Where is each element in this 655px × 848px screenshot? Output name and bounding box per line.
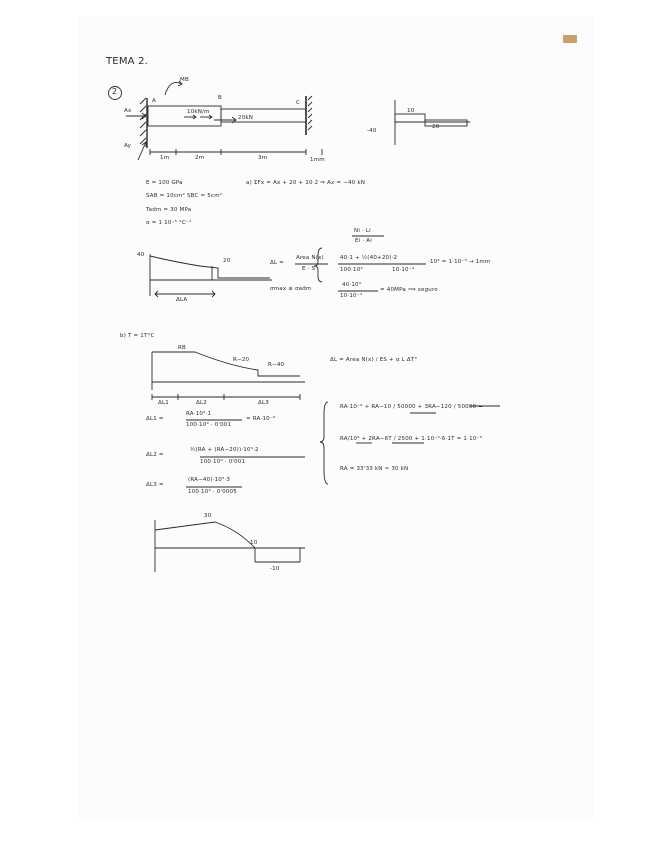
dl1-num: RA·10³·1 xyxy=(186,411,212,417)
dl2-den: 100·10⁹ · 0'001 xyxy=(200,459,246,465)
label-r20: R−20 xyxy=(233,357,250,363)
problem-number: 2 xyxy=(112,87,118,96)
dl-result: ·10³ = 1·10⁻³ → 1mm xyxy=(428,259,491,265)
dl3-lhs: ΔL3 = xyxy=(146,482,164,488)
rb-label: RB xyxy=(178,345,186,351)
dl1-den: 100·10⁹ · 0'001 xyxy=(186,422,232,428)
dl2-lhs: ΔL2 = xyxy=(146,452,164,458)
dl-lhs: ΔL = xyxy=(270,260,284,266)
label-r40: R−40 xyxy=(268,362,285,368)
dim-2: 2m xyxy=(195,155,205,161)
sigma-result: = 40MPa ⟹ seguro xyxy=(380,287,438,293)
dl3-den: 100·10⁹ · 0'0005 xyxy=(188,489,237,495)
seg-dl3: ΔL3 xyxy=(258,400,269,406)
diagram-a-right: 20 xyxy=(223,258,231,264)
n-fraction-den: Ei · Ai xyxy=(355,238,372,244)
final-diagram-top: 30 xyxy=(204,513,212,519)
point-a-label: A xyxy=(152,98,156,104)
dl1-res: = RA·10⁻⁶ xyxy=(246,416,276,422)
diagram-a-left: 40 xyxy=(137,252,145,258)
given-s: SAB = 10cm² SBC = 5cm² xyxy=(146,193,223,199)
system-eq-1: RA·10⁻⁶ + RA−10 / 50000 + 3RA−120 / 50000 = xyxy=(340,404,484,410)
seg-dl1: ΔL1 xyxy=(158,400,169,406)
part-a-equation: a) ΣFx = Ax + 20 + 10·2 ⇒ Ax = −40 kN xyxy=(246,180,366,186)
sigma-den: 10·10⁻⁴ xyxy=(340,293,363,299)
part-b-title: b) T = 1T°C xyxy=(120,333,155,339)
dl1-lhs: ΔL1 = xyxy=(146,416,164,422)
given-e: E = 100 GPa xyxy=(146,180,183,186)
small-diagram-v3: -40 xyxy=(367,128,377,134)
dim-3: 3m xyxy=(258,155,268,161)
moment-label: MB xyxy=(180,77,189,83)
moment-arc xyxy=(165,82,182,95)
ax-label: Ax xyxy=(124,108,132,114)
dl-den1: 100·10⁹ xyxy=(340,267,363,273)
final-diagram-bottom: -10 xyxy=(270,566,280,572)
ay-label: Ay xyxy=(124,143,132,149)
sigma-num: 40·10³ xyxy=(342,282,362,288)
part-b-dl-eq: ΔL = Area N(x) / ES + α L ΔT° xyxy=(330,357,418,363)
given-tadm: Tadm = 30 MPa xyxy=(146,207,192,213)
seg-dl2: ΔL2 xyxy=(196,400,207,406)
system-eq-2: RA/10⁶ + 2RA−6T / 2500 + 1·10⁻⁵·6·1T = 1·10⁻³ xyxy=(340,436,482,442)
point-c-label: C xyxy=(296,100,301,106)
final-diagram-mid: 10 xyxy=(250,540,258,546)
sigma-max: σmax ≤ σadm xyxy=(270,286,312,292)
point-load-label: 20kN xyxy=(238,115,254,121)
given-alpha: α = 1·10⁻⁵ °C⁻¹ xyxy=(146,220,192,226)
small-diagram-v1: 10 xyxy=(407,108,415,114)
dl-mid-num: Area N(x) xyxy=(296,255,324,261)
distributed-load-label: 10kN/m xyxy=(187,109,210,115)
dl-den2: 10·10⁻⁴ xyxy=(392,267,415,273)
small-diagram-v2: 20 xyxy=(432,124,440,130)
dl3-num: (RA−40)·10³·3 xyxy=(188,477,231,483)
dl2-num: ½(RA + (RA−20))·10³·2 xyxy=(190,447,259,453)
diagram-a-seg: ΔLA xyxy=(176,297,188,303)
n-fraction-num: Ni · Li xyxy=(354,228,371,234)
system-eq-3: RA = 33'33 kN ≈ 30 kN xyxy=(340,466,409,472)
dim-1: 1m xyxy=(160,155,170,161)
dl-num: 40·1 + ½(40+20)·2 xyxy=(340,255,398,261)
point-b-label: B xyxy=(218,95,222,101)
dl-mid-den: E · S xyxy=(302,266,316,272)
page-title: TEMA 2. xyxy=(106,56,149,67)
dim-4: 1mm xyxy=(310,157,325,163)
